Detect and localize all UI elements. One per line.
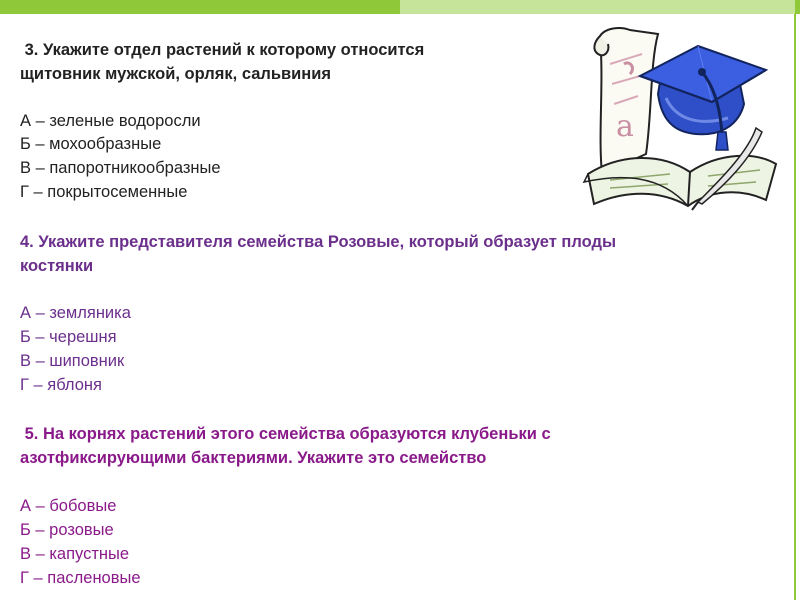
- question-4-line-1: [20, 232, 616, 253]
- top-accent-bar: [0, 0, 800, 14]
- question-4-text: Укажите представителя семейства Розовые, который образует плоды: [33, 233, 617, 251]
- q3-option-b: Б – мохообразные: [20, 135, 162, 153]
- question-3-number: 3.: [24, 41, 39, 59]
- q3-option-a: А – зеленые водоросли: [20, 112, 201, 130]
- top-bar-segment-dark: [0, 0, 400, 14]
- q5-option-b: Б – розовые: [20, 521, 114, 539]
- top-bar-segment-light: [400, 0, 795, 14]
- q5-option-c: В – капустные: [20, 545, 130, 563]
- q3-option-d: Г – покрытосеменные: [20, 183, 188, 201]
- q5-option-d: Г – пасленовые: [20, 569, 141, 587]
- slide-content: [0, 14, 794, 600]
- question-3-text: Укажите отдел растений к которому относится: [38, 41, 425, 59]
- q4-option-d: Г – яблоня: [20, 376, 102, 394]
- q4-option-c: В – шиповник: [20, 352, 125, 370]
- top-bar-segment-end: [795, 0, 800, 14]
- question-3-line-2: щитовник мужской, орляк, сальвиния: [20, 65, 332, 83]
- q5-option-a: А – бобовые: [20, 497, 117, 515]
- question-5-number: 5.: [24, 425, 39, 443]
- question-5-line-1: [20, 424, 551, 445]
- q4-option-a: А – земляника: [20, 304, 131, 322]
- question-4-line-2: костянки: [20, 257, 94, 275]
- question-5-line-2: азотфиксирующими бактериями. Укажите это семейство: [20, 449, 487, 467]
- question-4-number: 4.: [20, 233, 34, 251]
- q3-option-c: В – папоротникообразные: [20, 159, 221, 177]
- right-accent-line: [794, 14, 796, 600]
- svg-text:a: a: [616, 109, 634, 144]
- question-5-text: На корнях растений этого семейства образуются клубеньки с: [38, 425, 551, 443]
- question-3-line-1: [20, 40, 424, 61]
- graduation-cap-book-quill-icon: [580, 24, 780, 214]
- q4-option-b: Б – черешня: [20, 328, 117, 346]
